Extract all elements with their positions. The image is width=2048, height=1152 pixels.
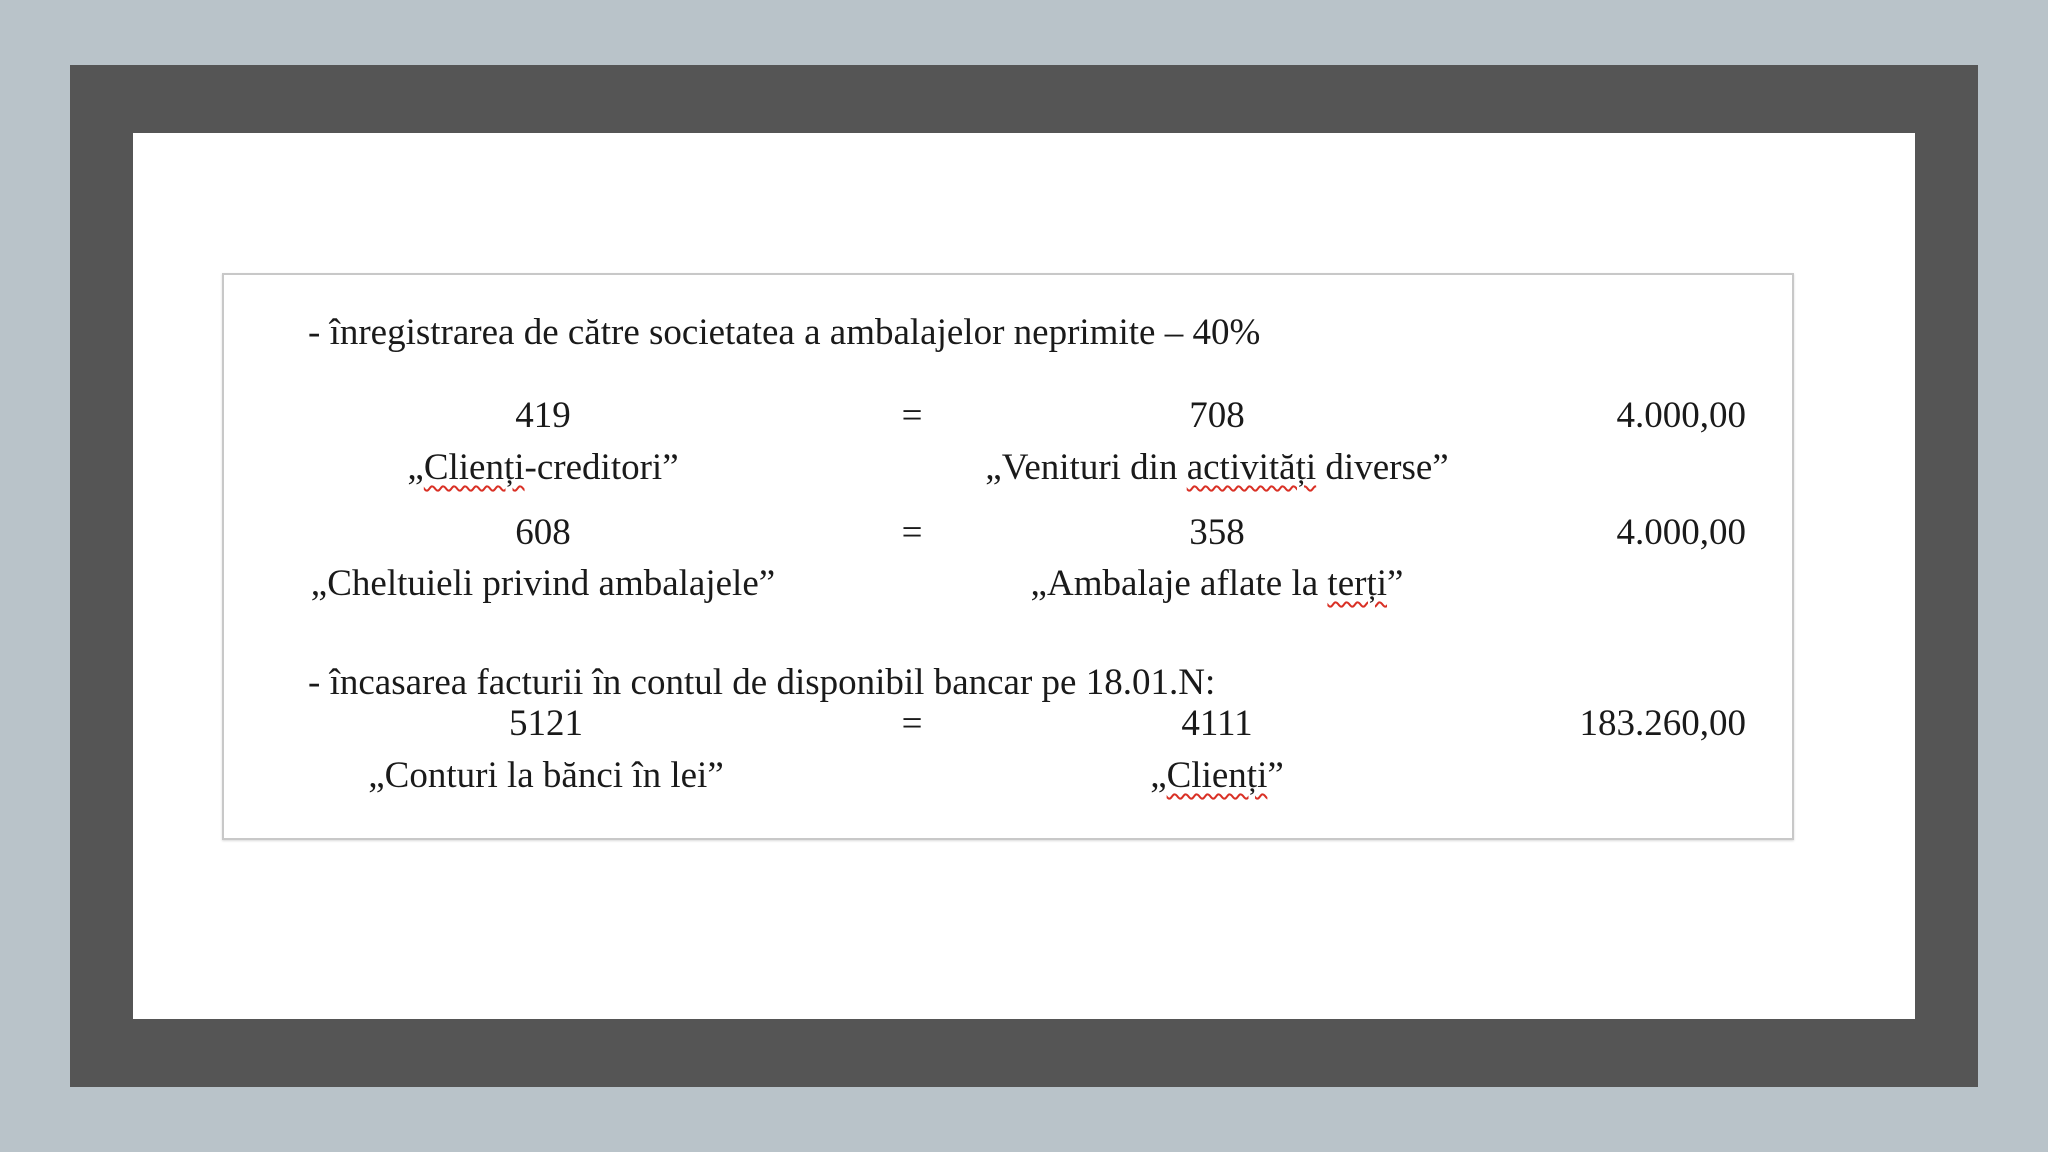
entry1-credit-name-prefix: „Venituri din (985, 447, 1187, 488)
entry3-debit-name: „Conturi la bănci în lei” (368, 755, 724, 796)
entry3-debit-account: 5121 (509, 703, 583, 744)
entry3-amount: 183.260,00 (1579, 703, 1746, 744)
entry2-credit-account: 358 (1189, 512, 1245, 553)
entry3-credit-name-suffix: ” (1267, 755, 1284, 796)
entry2-credit-name-spellcheck: terți (1327, 563, 1388, 604)
entry3-equals-sign: = (901, 703, 923, 744)
entry3-credit-name-spellcheck: Clienți (1166, 755, 1268, 796)
entry2-credit-name (1031, 565, 1404, 602)
heading-incasare-factura: - încasarea facturii în contul de disponibil bancar pe 18.01.N: (308, 662, 1216, 703)
entry2-debit-name: „Cheltuieli privind ambalajele” (310, 563, 776, 604)
entry3-credit-account: 4111 (1181, 703, 1253, 744)
entry2-credit-name-suffix: ” (1387, 563, 1404, 604)
entry1-debit-name (407, 449, 678, 486)
heading-ambalaje-neprimite: - înregistrarea de către societatea a ambalajelor neprimite – 40% (308, 312, 1261, 353)
entry2-debit-account: 608 (515, 512, 571, 553)
entry3-credit-name (1150, 757, 1284, 794)
entry1-debit-name-suffix: -creditori” (524, 447, 679, 488)
entry1-credit-account: 708 (1189, 395, 1245, 436)
entry1-debit-name-spellcheck: Clienți (423, 447, 525, 488)
entry1-credit-name-suffix: diverse” (1316, 447, 1449, 488)
entry2-amount: 4.000,00 (1616, 512, 1746, 553)
entry2-credit-name-prefix: „Ambalaje aflate la (1030, 563, 1328, 604)
entry2-equals-sign: = (901, 512, 923, 553)
entry1-debit-account: 419 (515, 395, 571, 436)
entry1-debit-name-prefix: „ (407, 447, 424, 488)
entry1-credit-name (985, 449, 1448, 486)
entry3-credit-name-prefix: „ (1150, 755, 1167, 796)
entry1-amount: 4.000,00 (1616, 395, 1746, 436)
entry1-credit-name-spellcheck: activități (1186, 447, 1317, 488)
entry1-equals-sign: = (901, 395, 923, 436)
